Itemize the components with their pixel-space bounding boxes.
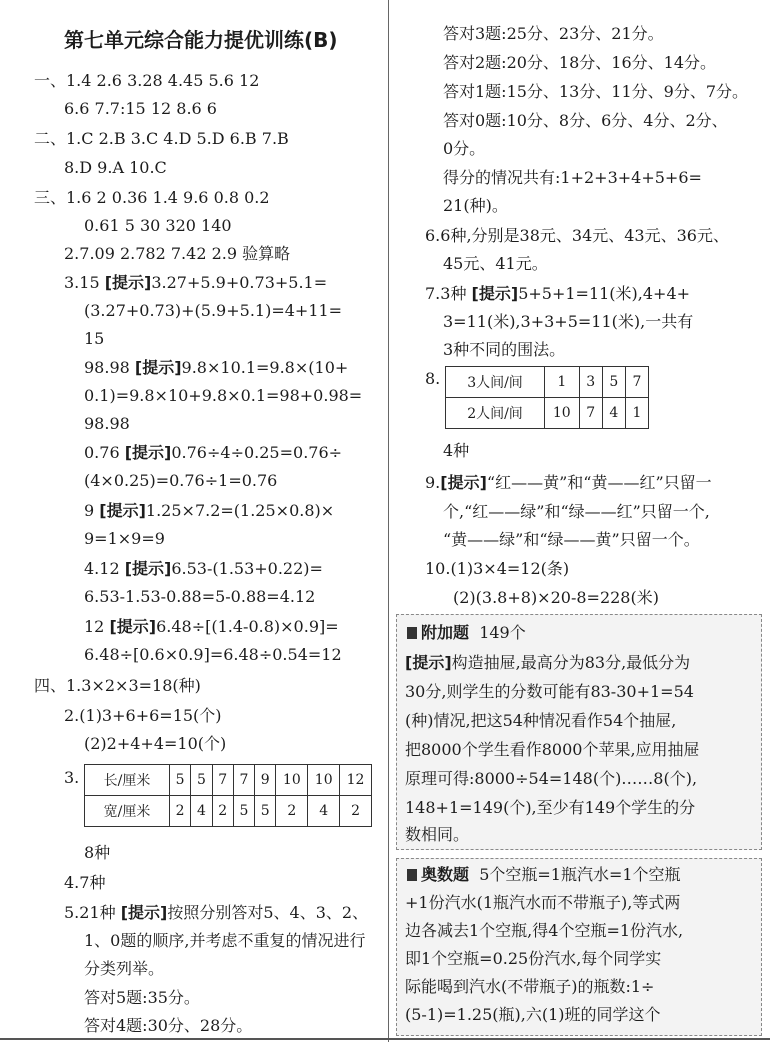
section-4-line: 2.(1)3+6+6=15(个): [64, 706, 222, 725]
hint-line: [84, 443, 342, 463]
answer-line: 4种: [443, 441, 470, 460]
hint-line: 98.98: [84, 414, 130, 433]
table-cell: 5: [233, 796, 254, 827]
olympiad-line: [407, 865, 681, 885]
hint-line: [84, 617, 339, 637]
hint-tag: [提示]: [471, 284, 519, 303]
table-cell: 9: [255, 765, 276, 796]
table-cell: 5: [602, 367, 625, 398]
answer-text: 7.3种: [425, 284, 472, 303]
hint-line: 分类列举。: [84, 959, 165, 978]
table-row-label: 长/厘米: [85, 765, 170, 796]
bonus-answer: 149个: [479, 623, 526, 642]
table-row: [446, 398, 649, 429]
hint-tag: [提示]: [120, 903, 168, 922]
answer-text: 12: [84, 617, 110, 636]
section-3-line: 三、1.6 2 0.36 1.4 9.6 0.8 0.2: [34, 188, 270, 207]
hint-line: 3=11(米),3+3+5=11(米),一共有: [443, 312, 694, 331]
answer-text: 9: [84, 501, 100, 520]
bonus-tag: 附加题: [421, 623, 470, 642]
section-2-line: 二、1.C 2.B 3.C 4.D 5.D 6.B 7.B: [34, 129, 289, 148]
answer-line: 45元、41元。: [443, 254, 548, 273]
table-row: [85, 765, 372, 796]
hint-line: [64, 903, 368, 923]
table-cell: 5: [255, 796, 276, 827]
section-1-line: 6.6 7.7:15 12 8.6 6: [64, 99, 217, 118]
table-cell: 2: [276, 796, 308, 827]
hint-text: 5+5+1=11(米),4+4+: [518, 284, 691, 303]
bonus-line: 148+1=149(个),至少有149个学生的分: [405, 798, 696, 817]
answer-line: 得分的情况共有:1+2+3+4+5+6=: [443, 168, 702, 187]
hint-line: 3种不同的围法。: [443, 340, 566, 359]
answer-line: 0分。: [443, 139, 486, 158]
section-4-line: (2)2+4+4=10(个): [84, 734, 227, 753]
hint-line: [425, 473, 712, 493]
section-4-line: 四、1.3×2×3=18(种): [34, 676, 201, 695]
answer-line: 答对2题:20分、18分、16分、14分。: [443, 53, 717, 72]
table-cell: 5: [170, 765, 191, 796]
olympiad-tag: 奥数题: [421, 865, 470, 884]
hint-text: 6.48÷[(1.4-0.8)×0.9]=: [156, 617, 339, 636]
table-row-label: 3人间/间: [446, 367, 545, 398]
section-1-line: 一、1.4 2.6 3.28 4.45 5.6 12: [34, 71, 260, 90]
hint-line: [84, 358, 348, 378]
bonus-header: [407, 623, 526, 643]
table-cell: 7: [579, 398, 602, 429]
olympiad-line: 际能喝到汽水(不带瓶子)的瓶数:1÷: [405, 977, 655, 996]
olympiad-text: 5个空瓶=1瓶汽水=1个空瓶: [479, 865, 681, 884]
hint-tag: [提示]: [440, 473, 487, 492]
table-row-label: 2人间/间: [446, 398, 545, 429]
hint-line: (4×0.25)=0.76÷1=0.76: [84, 471, 278, 490]
answer-text: 3.15: [64, 273, 105, 292]
hint-tag: [提示]: [109, 617, 157, 636]
table-cell: 12: [340, 765, 372, 796]
table-cell: 4: [602, 398, 625, 429]
hint-line: 0.1)=9.8×10+9.8×0.1=98+0.98=: [84, 386, 363, 405]
hint-line: “黄——绿”和“绿——黄”只留一个。: [443, 530, 700, 549]
hint-text: 按照分别答对5、4、3、2、: [167, 903, 369, 922]
table-cell: 7: [625, 367, 648, 398]
question-number: 8.: [425, 369, 441, 388]
bonus-line: (种)情况,把这54种情况看作54个抽屉,: [405, 711, 677, 730]
hint-tag: [提示]: [104, 273, 152, 292]
answer-line: 答对1题:15分、13分、11分、9分、7分。: [443, 82, 749, 101]
hint-text: 3.27+5.9+0.73+5.1=: [151, 273, 328, 292]
table-row: [85, 796, 372, 827]
table-cell: 3: [579, 367, 602, 398]
column-divider: [388, 0, 389, 1042]
table-cell: 4: [308, 796, 340, 827]
hint-text: 构造抽屉,最高分为83分,最低分为: [451, 653, 691, 672]
hint-text: “红——黄”和“黄——红”只留一: [486, 473, 712, 492]
bonus-line: 30分,则学生的分数可能有83-30+1=54: [405, 682, 694, 701]
hint-line: [425, 284, 690, 304]
section-3-line: 0.61 5 30 320 140: [84, 216, 232, 235]
answer-text: 98.98: [84, 358, 135, 377]
answer-line: 6.6种,分别是38元、34元、43元、36元、: [425, 226, 729, 245]
bonus-line: [405, 653, 690, 673]
table-cell: 10: [545, 398, 580, 429]
table-cell: 10: [308, 765, 340, 796]
olympiad-question-box: [396, 858, 762, 1036]
table-cell: 2: [340, 796, 372, 827]
hint-line: [84, 501, 334, 521]
table-cell: 4: [191, 796, 212, 827]
table-cell: 1: [545, 367, 580, 398]
section-4-line: 8种: [84, 843, 111, 862]
table-cell: 7: [212, 765, 233, 796]
room-count-table: [445, 366, 649, 429]
hint-tag: [提示]: [124, 443, 172, 462]
olympiad-line: 即1个空瓶=0.25份汽水,每个同学实: [405, 949, 662, 968]
hint-text: 9.8×10.1=9.8×(10+: [181, 358, 349, 377]
table-row: [446, 367, 649, 398]
hint-line: [64, 273, 327, 293]
table-cell: 2: [170, 796, 191, 827]
section-3-line: 2.7.09 2.782 7.42 2.9 验算略: [64, 244, 291, 263]
hint-text: 1.25×7.2=(1.25×0.8)×: [145, 501, 335, 520]
answer-text: 5.21种: [64, 903, 121, 922]
bottom-rule: [0, 1038, 770, 1040]
answer-text: 4.12: [84, 559, 125, 578]
answer-text: 0.76: [84, 443, 125, 462]
hint-line: 9=1×9=9: [84, 529, 165, 548]
olympiad-line: +1份汽水(1瓶汽水而不带瓶子),等式两: [405, 893, 681, 912]
hint-tag: [提示]: [134, 358, 182, 377]
bonus-question-box: [396, 614, 762, 850]
table-cell: 2: [212, 796, 233, 827]
section-4-line: 4.7种: [64, 873, 106, 892]
hint-line: (3.27+0.73)+(5.9+5.1)=4+11=: [84, 301, 343, 320]
bonus-line: 把8000个学生看作8000个苹果,应用抽屉: [405, 740, 700, 759]
table-cell: 5: [191, 765, 212, 796]
table-cell: 7: [233, 765, 254, 796]
hint-line: 个,“红——绿”和“绿——红”只留一个,: [443, 502, 710, 521]
section-2-line: 8.D 9.A 10.C: [64, 158, 167, 177]
answer-line: (2)(3.8+8)×20-8=228(米): [453, 588, 659, 607]
table-row-label: 宽/厘米: [85, 796, 170, 827]
hint-line: 6.48÷[0.6×0.9]=6.48÷0.54=12: [84, 645, 342, 664]
hint-tag: [提示]: [405, 653, 452, 672]
answer-line: 答对3题:25分、23分、21分。: [443, 24, 664, 43]
hint-line: 15: [84, 329, 105, 348]
hint-line: 1、0题的顺序,并考虑不重复的情况进行: [84, 931, 366, 950]
page-title: 第七单元综合能力提优训练(B): [64, 28, 338, 52]
hint-line: 6.53-1.53-0.88=5-0.88=4.12: [84, 587, 316, 606]
hint-tag: [提示]: [124, 559, 172, 578]
answer-line: 21(种)。: [443, 196, 508, 215]
bonus-line: 数相同。: [405, 825, 470, 844]
rectangle-size-table: [84, 764, 372, 827]
bonus-line: 原理可得:8000÷54=148(个)……8(个),: [405, 769, 698, 788]
answer-line: 答对0题:10分、8分、6分、4分、2分、: [443, 111, 728, 130]
hint-text: 0.76÷4÷0.25=0.76÷: [171, 443, 343, 462]
bookmark-icon: [407, 869, 417, 881]
hint-text: 6.53-(1.53+0.22)=: [171, 559, 323, 578]
section-4-line: 答对4题:30分、28分。: [84, 1016, 253, 1035]
hint-tag: [提示]: [99, 501, 146, 520]
question-number: 3.: [64, 768, 80, 787]
bookmark-icon: [407, 627, 417, 639]
answer-line: 10.(1)3×4=12(条): [425, 559, 570, 578]
olympiad-line: 边各减去1个空瓶,得4个空瓶=1份汽水,: [405, 921, 684, 940]
table-cell: 1: [625, 398, 648, 429]
section-4-line: 答对5题:35分。: [84, 988, 200, 1007]
answer-text: 9.: [425, 473, 441, 492]
table-cell: 10: [276, 765, 308, 796]
olympiad-line: (5-1)=1.25(瓶),六(1)班的同学这个: [405, 1005, 661, 1024]
hint-line: [84, 559, 323, 579]
